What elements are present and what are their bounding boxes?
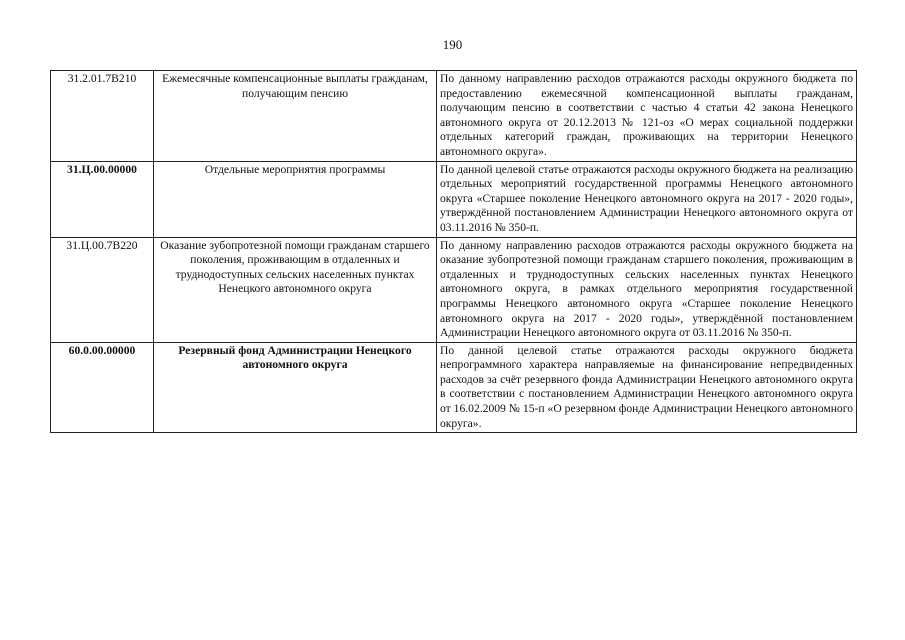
page-number: 190 bbox=[442, 37, 463, 52]
target-article-code: 31.Ц.00.7В220 bbox=[51, 237, 154, 342]
budget-classification-table bbox=[50, 70, 857, 433]
target-article-name: Оказание зубопротезной помощи гражданам старшего поколения, проживающим в отдаленных и труднодоступных сельских населенных пунктах Ненецкого автономного округа bbox=[154, 237, 437, 342]
target-article-description: По данному направлению расходов отражаются расходы окружного бюджета по предоставлению ежемесячной компенсационной выплаты гражданам, получающим пенсию в соответствии с частью 4 статьи 42 закона Ненецкого автономного округа от 20.12.2013 № 121-оз «О мерах социальной поддержки отдельных категорий граждан, проживающих на территории Ненецкого автономного округа». bbox=[437, 71, 857, 162]
table-row bbox=[51, 161, 857, 237]
target-article-name: Отдельные мероприятия программы bbox=[154, 161, 437, 237]
target-article-description: По данному направлению расходов отражаются расходы окружного бюджета на оказание зубопротезной помощи гражданам старшего поколения, проживающим в отдаленных и труднодоступных сельских населенных пунктах Ненецкого автономного округа, в рамках отдельного мероприятия государственной программы Ненецкого автономного округа «Старшее поколение Ненецкого автономного округа на 2017 - 2020 годы», утверждённой постановлением Администрации Ненецкого автономного округа от 03.11.2016 № 350-п. bbox=[437, 237, 857, 342]
target-article-description: По данной целевой статье отражаются расходы окружного бюджета непрограммного характера направляемые на финансирование непредвиденных расходов за счёт резервного фонда Администрации Ненецкого автономного округа в соответствии с постановлением Администрации Ненецкого автономного округа от 16.02.2009 № 15-п «О резервном фонде Администрации Ненецкого автономного округа». bbox=[437, 342, 857, 433]
target-article-description: По данной целевой статье отражаются расходы окружного бюджета на реализацию отдельных мероприятий государственной программы Ненецкого автономного округа «Старшее поколение Ненецкого автономного округа на 2017 - 2020 годы», утверждённой постановлением Администрации Ненецкого автономного округа от 03.11.2016 № 350-п. bbox=[437, 161, 857, 237]
target-article-code: 31.2.01.7В210 bbox=[51, 71, 154, 162]
target-article-code: 60.0.00.00000 bbox=[51, 342, 154, 433]
target-article-name: Резервный фонд Администрации Ненецкого автономного округа bbox=[154, 342, 437, 433]
target-article-name: Ежемесячные компенсационные выплаты гражданам, получающим пенсию bbox=[154, 71, 437, 162]
table-row bbox=[51, 71, 857, 162]
table-row bbox=[51, 342, 857, 433]
table-row bbox=[51, 237, 857, 342]
target-article-code: 31.Ц.00.00000 bbox=[51, 161, 154, 237]
